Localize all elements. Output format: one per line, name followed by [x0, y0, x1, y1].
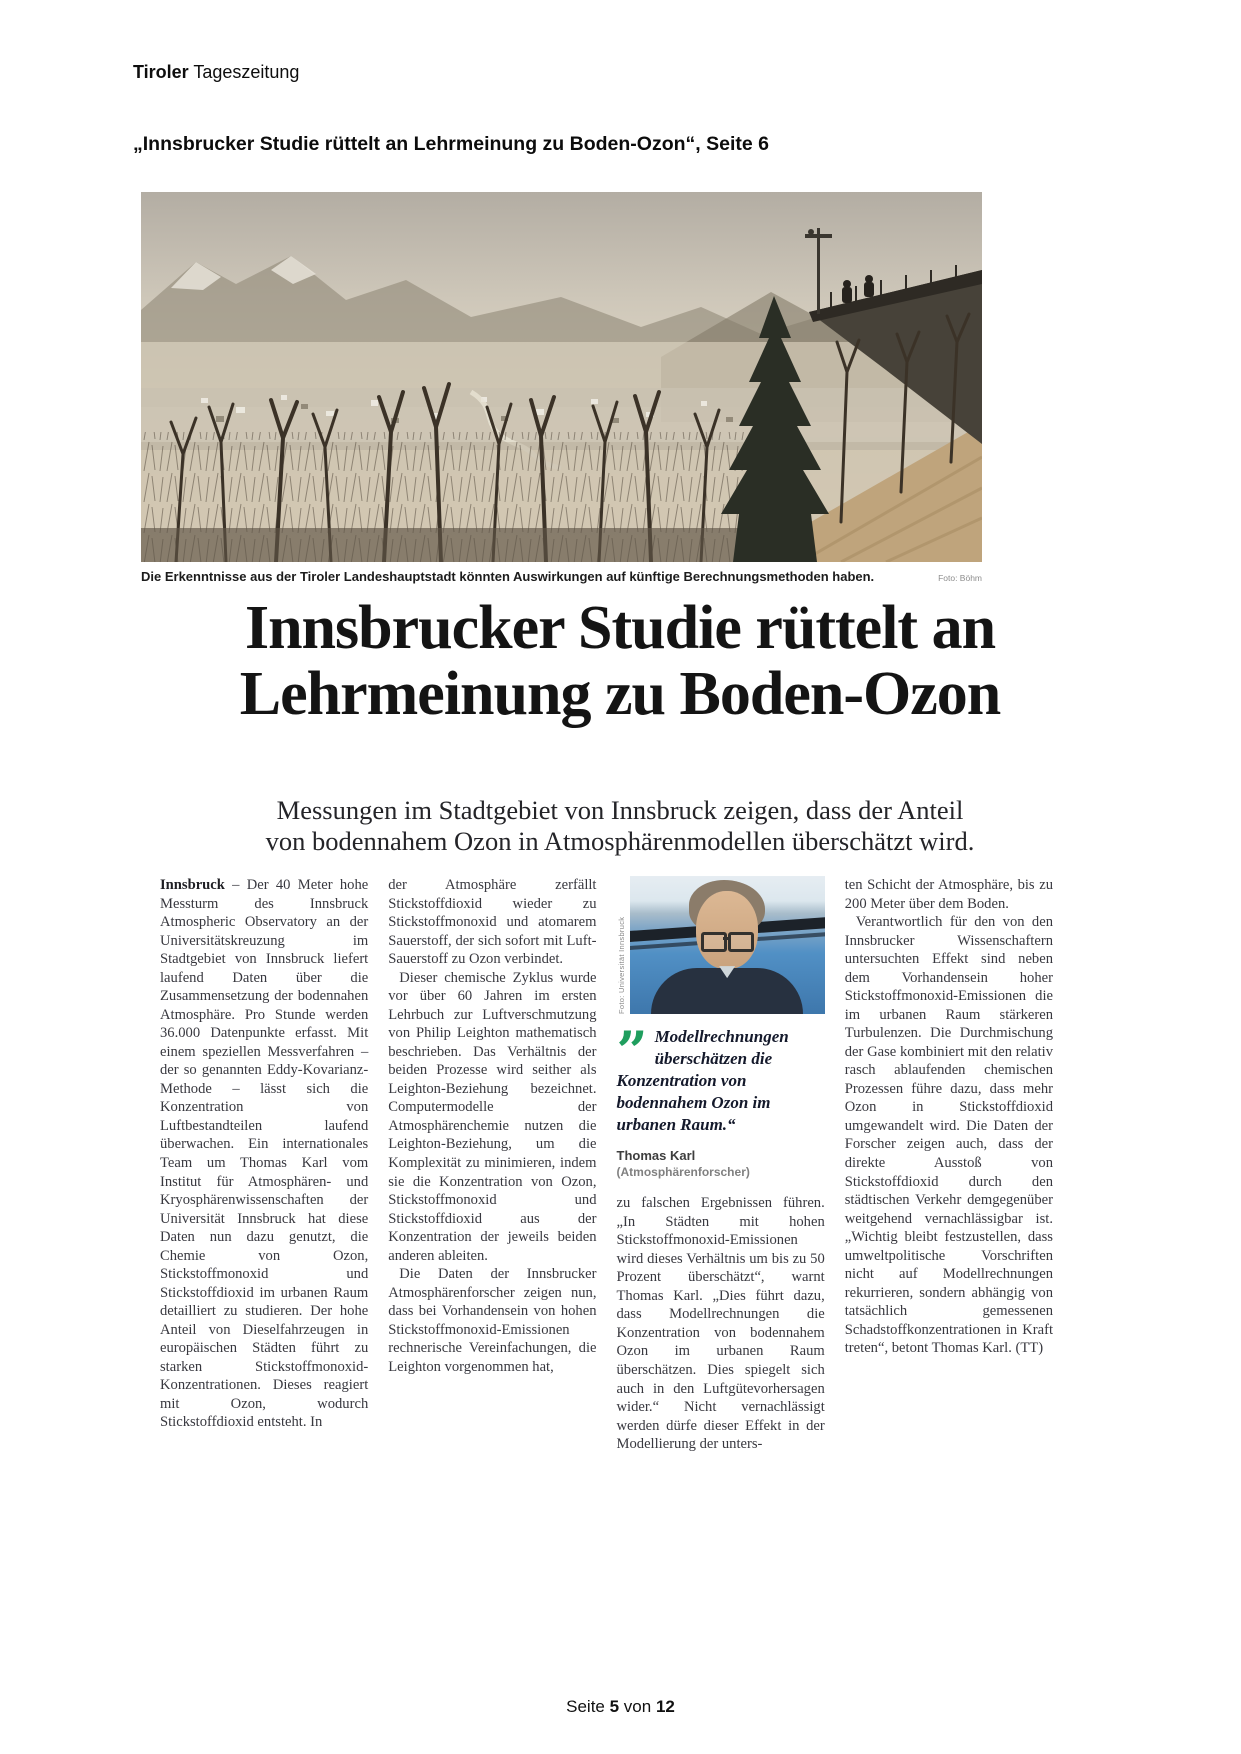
glasses-bridge: [723, 937, 731, 940]
subhead-line-1: Messungen im Stadtgebiet von Innsbruck zeigen, dass der Anteil: [276, 795, 964, 825]
masthead-bold: Tiroler: [133, 62, 189, 82]
photo-caption-row: [141, 569, 982, 584]
glasses-right-lens: [728, 932, 754, 952]
subhead-line-2: von bodennahem Ozon in Atmosphärenmodellen überschätzt wird.: [265, 826, 975, 856]
article-paragraph: Die Daten der Innsbrucker Atmosphärenforscher zeigen nun, dass bei Vorhandensein von hohen Stickstoffmonoxid-Emissionen rechnerische Vereinfachungen, die Leighton vorgenommen hat,: [388, 1266, 597, 1375]
column-3-text: [617, 1194, 825, 1453]
glasses-left-lens: [701, 932, 727, 952]
footer-page-total: 12: [655, 1697, 675, 1716]
reference-headline: „Innsbrucker Studie rüttelt an Lehrmeinung zu Boden-Ozon“, Seite 6: [133, 133, 769, 155]
portrait-credit: Foto: Universität Innsbruck: [616, 916, 626, 1014]
column-2: [388, 876, 596, 1454]
photo-caption: Die Erkenntnisse aus der Tiroler Landeshauptstadt könnten Auswirkungen auf künftige Berechnungsmethoden haben.: [141, 569, 875, 584]
page-footer: [0, 1697, 1241, 1717]
masthead-rest: Tageszeitung: [188, 62, 300, 82]
headline-line-2: Lehrmeinung zu Boden-Ozon: [239, 659, 1001, 728]
quote-mark-icon: ”: [616, 1019, 648, 1083]
hero-photo-art: [141, 192, 982, 562]
article-paragraph: Innsbruck – Der 40 Meter hohe Messturm des Innsbruck Atmospheric Observatory an der Universitätskreuzung im Stadtgebiet von Innsbruck liefert laufend Daten über die Zusammensetzung der bodennahen Atmosphäre. Pro Stunde werden 36.000 Datenpunkte erfasst. Mit einem speziellen Messverfahren – der so genannten Eddy-Kovarianz-Methode – lässt sich die Konzentration von Luftbestandteilen laufend überwachen. Ein internationales Team um Thomas Karl vom Institut für Atmosphären- und Kryosphärenwissenschaften der Universität Innsbruck hat diese Daten nun dazu genutzt, die Chemie von Ozon, Stickstoffmonoxid und Stickstoffdioxid im urbanen Raum detailliert zu studieren. Der hohe Anteil von Dieselfahrzeugen in europäischen Städten führt zu starken Stickstoffmonoxid-Konzentrationen. Dieses reagiert mit Ozon, wodurch Stickstoffdioxid entsteht. In: [160, 877, 369, 1431]
portrait-face: [696, 891, 758, 969]
article-paragraph: ten Schicht der Atmosphäre, bis zu 200 Meter über dem Boden.: [844, 877, 1053, 912]
portrait-photo: [630, 876, 825, 1014]
footer-mid: von: [619, 1697, 656, 1716]
article-columns: [160, 876, 1053, 1454]
article-paragraph: zu falschen Ergebnissen führen. „In Städten mit hohen Stickstoffmonoxid-Emissionen wird dieses Verhältnis um bis zu 50 Prozent überschätzt“, warnt Thomas Karl. „Dies führt dazu, dass Modellrechnungen die Konzentration von bodennahem Ozon im urbanen Raum überschätzen. Dies spiegelt sich auch in den Luftgütevorhersagen wider.“ Nicht vernachlässigt werden dürfe dieser Effekt in der Modellierung der unters-: [616, 1195, 825, 1453]
article-paragraph: Dieser chemische Zyklus wurde vor über 60 Jahren im ersten Lehrbuch zur Luftverschmutzung von Philip Leighton mathematisch beschrieben. Das Verhältnis der beiden Prozesse wird seither als Leighton-Beziehung bezeichnet. Computermodelle der Atmosphärenchemie nutzen die Leighton-Beziehung, um die Komplexität zu minimieren, indem sie die Konzentration von Ozon, Stickstoffmonoxid und Stickstoffdioxid aus der Konzentration der jeweils beiden anderen ableiten.: [388, 969, 597, 1264]
article-headline: [70, 596, 1170, 727]
portrait-row: [617, 876, 825, 1014]
footer-prefix: Seite: [566, 1697, 610, 1716]
headline-line-1: Innsbrucker Studie rüttelt an: [244, 594, 996, 662]
quote-author-role: (Atmosphärenforscher): [616, 1164, 750, 1179]
article-paragraph: Verantwortlich für den von den Innsbrucker Wissenschaftern untersuchten Effekt sind neben dem Vorhandensein hoher Stickstoffmonoxid-Emissionen die im urbanen Raum stärkeren Turbulenzen. Die Durchmischung der Gase kombiniert mit den relativ rasch ablaufenden chemischen Prozessen führe dazu, dass mehr Ozon in Stickstoffdioxid umgewandelt wird. Die Daten der Forscher zeigen auch, dass der direkte Ausstoß von Stickstoffdioxid durch den städtischen Verkehr demgegenüber weitgehend vernachlässigbar ist. „Wichtig bleibt festzustellen, dass umweltpolitische Vorschriften nicht auf Modellrechnungen rekurrieren, sondern abhängig von tatsächlich gemessenen Schadstoffkonzentrationen in Kraft treten“, betont Thomas Karl. (TT): [844, 914, 1053, 1357]
column-3: [617, 876, 825, 1454]
column-4: [845, 876, 1053, 1454]
quote-author: Thomas Karl: [616, 1148, 696, 1164]
hero-photo: [141, 192, 982, 562]
masthead: [133, 62, 299, 83]
footer-page-number: 5: [609, 1697, 620, 1716]
photo-credit: Foto: Böhm: [938, 573, 982, 583]
pull-quote: [616, 1019, 825, 1180]
quote-text: Modellrechnungen überschätzen die Konzentration von bodennahem Ozon im urbanen Raum.“: [616, 1027, 789, 1135]
article-paragraph: der Atmosphäre zerfällt Stickstoffdioxid wieder zu Stickstoffmonoxid und atomarem Sauerstoff, der sich sofort mit Luft-Sauerstoff zu Ozon verbindet.: [388, 877, 597, 968]
column-1: [160, 876, 368, 1454]
article-subhead: [140, 795, 1100, 857]
